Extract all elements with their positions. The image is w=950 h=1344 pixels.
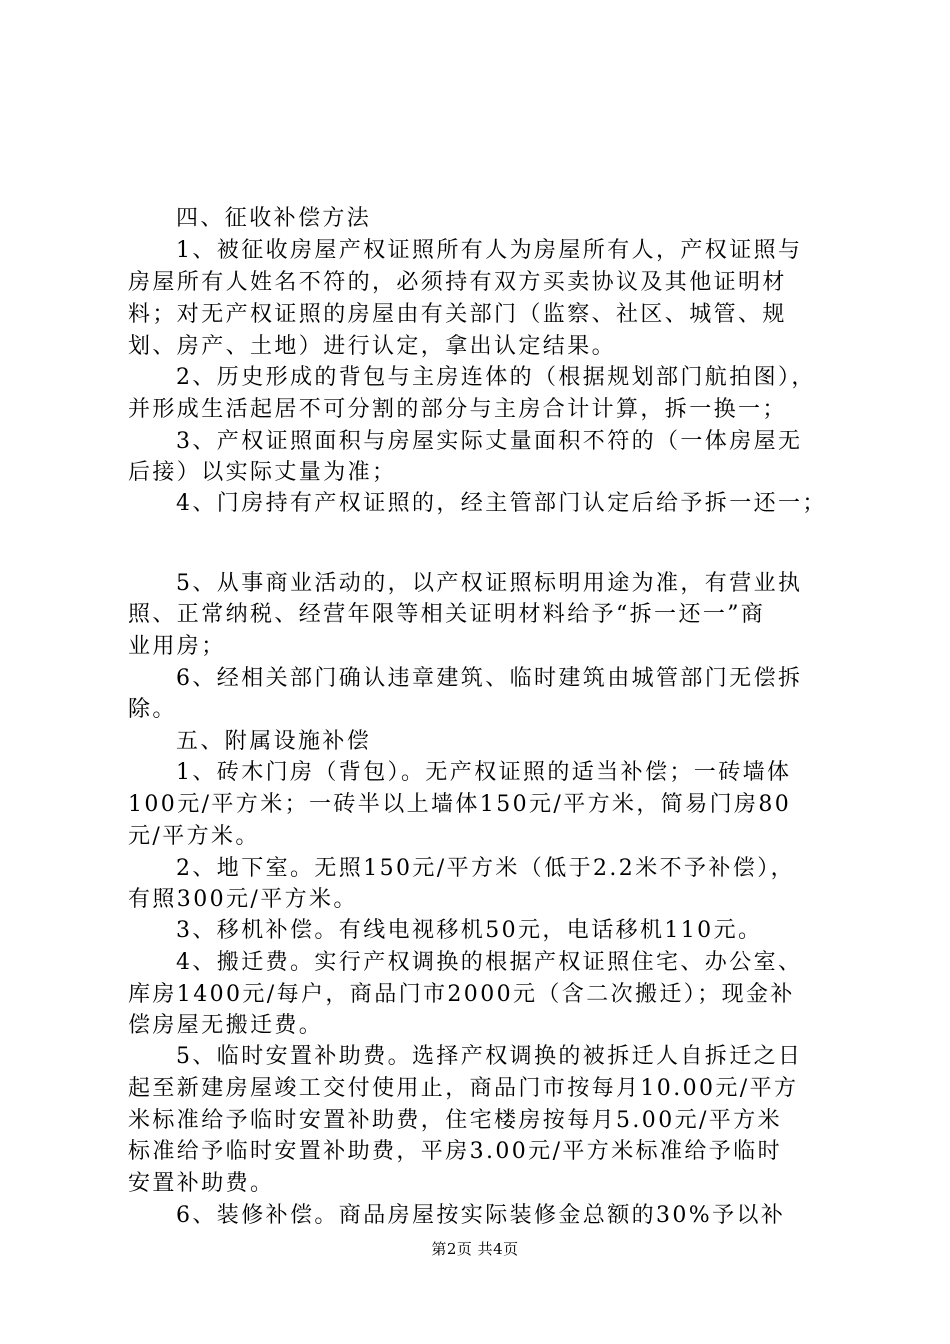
paragraph-line: 2、地下室。无照150元/平方米（低于2.2米不予补偿）， <box>176 856 795 881</box>
paragraph-line: 6、经相关部门确认违章建筑、临时建筑由城管部门无偿拆 <box>176 666 803 691</box>
paragraph-line: 3、产权证照面积与房屋实际丈量面积不符的（一体房屋无 <box>176 429 803 454</box>
paragraph-line: 4、门房持有产权证照的，经主管部门认定后给予拆一还一； <box>176 491 827 516</box>
paragraph-line: 2、历史形成的背包与主房连体的（根据规划部门航拍图）， <box>176 365 816 390</box>
paragraph-line: 房屋所有人姓名不符的，必须持有双方买卖协议及其他证明材 <box>128 270 787 295</box>
paragraph-line: 米标准给予临时安置补助费，住宅楼房按每月5.00元/平方米 <box>128 1108 782 1133</box>
paragraph-line: 业用房； <box>128 634 226 659</box>
paragraph-line: 照、正常纳税、经营年限等相关证明材料给予“拆一还一”商 <box>128 602 766 627</box>
paragraph-line: 并形成生活起居不可分割的部分与主房合计计算，拆一换一； <box>128 397 787 422</box>
paragraph-line: 3、移机补偿。有线电视移机50元，电话移机110元。 <box>176 918 763 943</box>
paragraph-line: 后接）以实际丈量为准； <box>128 460 397 485</box>
paragraph-line: 标准给予临时安置补助费，平房3.00元/平方米标准给予临时 <box>128 1139 782 1164</box>
paragraph-line: 有照300元/平方米。 <box>128 887 358 912</box>
paragraph-line: 元/平方米。 <box>128 824 260 849</box>
paragraph-line: 4、搬迁费。实行产权调换的根据产权证照住宅、办公室、 <box>176 950 803 975</box>
paragraph-line: 安置补助费。 <box>128 1171 275 1196</box>
paragraph-line: 料；对无产权证照的房屋由有关部门（监察、社区、城管、规 <box>128 302 787 327</box>
paragraph-line: 划、房产、土地）进行认定，拿出认定结果。 <box>128 334 617 359</box>
paragraph-line: 除。 <box>128 697 177 722</box>
page-number-footer: 第2页 共4页 <box>431 1240 519 1258</box>
paragraph-line: 库房1400元/每户，商品门市2000元（含二次搬迁）；现金补 <box>128 982 795 1007</box>
section-heading: 四、征收补偿方法 <box>176 206 372 231</box>
paragraph-line: 偿房屋无搬迁费。 <box>128 1013 324 1038</box>
paragraph-line: 起至新建房屋竣工交付使用止，商品门市按每月10.00元/平方 <box>128 1076 799 1101</box>
paragraph-line: 100元/平方米；一砖半以上墙体150元/平方米，简易门房80 <box>128 792 792 817</box>
paragraph-line: 5、临时安置补助费。选择产权调换的被拆迁人自拆迁之日 <box>176 1044 803 1069</box>
paragraph-line: 1、被征收房屋产权证照所有人为房屋所有人，产权证照与 <box>176 238 803 263</box>
paragraph-line: 1、砖木门房（背包）。无产权证照的适当补偿；一砖墙体 <box>176 760 792 785</box>
paragraph-line: 6、装修补偿。商品房屋按实际装修金总额的30%予以补 <box>176 1203 786 1228</box>
paragraph-line: 5、从事商业活动的，以产权证照标明用途为准，有营业执 <box>176 571 803 596</box>
section-heading: 五、附属设施补偿 <box>176 729 372 754</box>
